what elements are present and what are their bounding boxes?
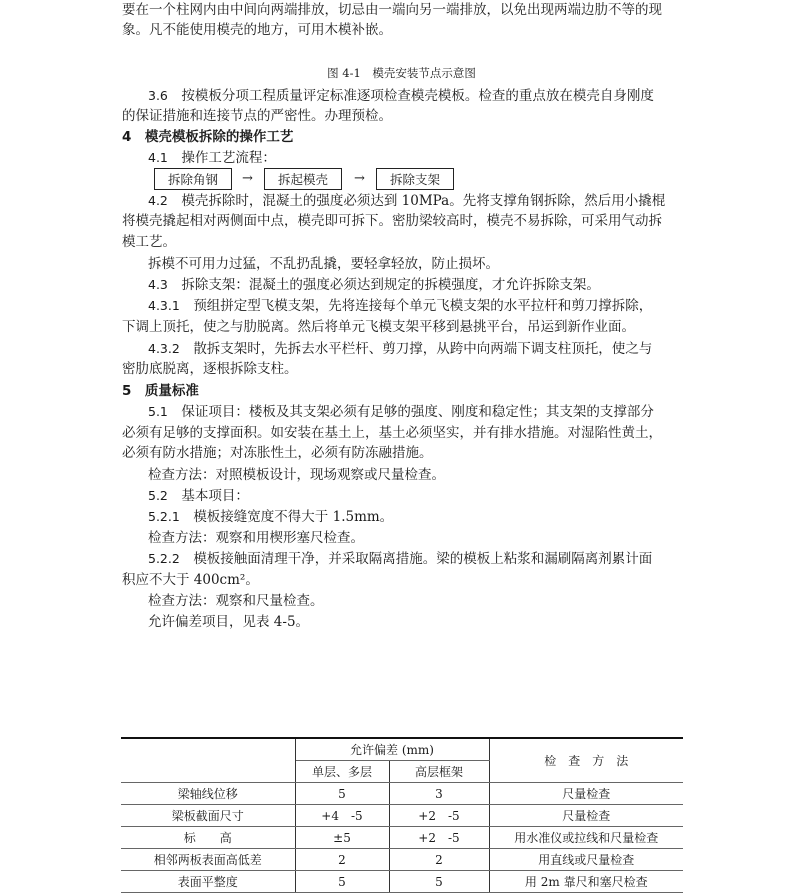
table-row [121, 805, 683, 827]
table-cell-low: ±5 [295, 827, 389, 849]
table-cell-high: +2 -5 [389, 827, 489, 849]
table-cell-item: 梁板截面尺寸 [121, 805, 295, 827]
section-text: 按模板分项工程质量评定标准逐项检查模壳模板。检查的重点放在模壳自身刚度 [181, 88, 654, 104]
section-3-6 [148, 86, 654, 106]
section-5-2-2 [148, 549, 652, 569]
section-text: 预组拼定型飞模支架，先将连接每个单元飞模支架的水平拉杆和剪刀撑拆除， [193, 298, 653, 314]
table-header-method: 检 查 方 法 [489, 738, 683, 783]
table-header-row [121, 738, 683, 761]
section-number: 4.1 [148, 150, 168, 165]
flow-step-remove-angle-steel: 拆除角钢 [154, 168, 232, 190]
table-row [121, 827, 683, 849]
section-number: 4.3 [148, 277, 168, 292]
section-text: 操作工艺流程： [181, 150, 276, 166]
table-cell-method: 尺量检查 [489, 805, 683, 827]
heading-number: 5 [122, 383, 132, 399]
section-number: 5.2 [148, 488, 168, 503]
paragraph-line: 模工艺。 [122, 234, 176, 250]
flow-arrow-icon: → [354, 171, 365, 186]
section-text: 基本项目： [181, 488, 249, 504]
table-row [121, 783, 683, 805]
table-cell-item: 相邻两板表面高低差 [121, 849, 295, 871]
section-heading-4 [122, 127, 293, 147]
table-cell-high: 5 [389, 871, 489, 893]
section-heading-5 [122, 381, 199, 401]
section-number: 4.3.2 [148, 341, 180, 356]
table-header-low: 单层、多层 [295, 761, 389, 783]
table-cell-low: 5 [295, 871, 389, 893]
table-cell-low: 5 [295, 783, 389, 805]
figure-caption: 图 4-1 模壳安装节点示意图 [327, 66, 476, 80]
table-cell-item: 标 高 [121, 827, 295, 849]
section-text: 模壳拆除时，混凝土的强度必须达到 10MPa。先将支撑角钢拆除，然后用小撬棍 [181, 193, 666, 209]
section-5-2 [148, 486, 249, 506]
section-5-1 [148, 402, 654, 422]
section-text: 保证项目：楼板及其支架必须有足够的强度、刚度和稳定性；其支架的支撑部分 [181, 404, 654, 420]
section-number: 5.2.1 [148, 509, 180, 524]
section-number: 4.3.1 [148, 298, 180, 313]
table-cell-method: 用直线或尺量检查 [489, 849, 683, 871]
table-cell-low: 2 [295, 849, 389, 871]
table-cell-method: 尺量检查 [489, 783, 683, 805]
section-text: 模板接缝宽度不得大于 1.5mm。 [193, 509, 394, 525]
table-header-high: 高层框架 [389, 761, 489, 783]
check-method: 检查方法：观察和尺量检查。 [148, 593, 324, 609]
section-number: 3.6 [148, 88, 168, 103]
paragraph-line: 必须有防水措施；对冻胀性土，必须有防冻融措施。 [122, 445, 433, 461]
section-4-1 [148, 148, 276, 168]
section-4-3 [148, 275, 600, 295]
section-4-3-1 [148, 296, 652, 316]
check-method: 检查方法：观察和用楔形塞尺检查。 [148, 530, 364, 546]
section-text: 拆除支架：混凝土的强度必须达到规定的拆模强度，才允许拆除支架。 [181, 277, 600, 293]
table-cell-method: 用 2m 靠尺和塞尺检查 [489, 871, 683, 893]
paragraph-line: 必须有足够的支撑面积。如安装在基土上，基土必须坚实，并有排水措施。对湿陷性黄土， [122, 425, 662, 441]
section-number: 5.1 [148, 404, 168, 419]
table-cell-item: 表面平整度 [121, 871, 295, 893]
flow-step-remove-support: 拆除支架 [376, 168, 454, 190]
heading-title: 模壳模板拆除的操作工艺 [144, 129, 294, 145]
deviation-table [121, 737, 683, 893]
table-header-group: 允许偏差 (mm) [295, 738, 489, 761]
table-cell-high: +2 -5 [389, 805, 489, 827]
section-text: 散拆支架时，先拆去水平栏杆、剪刀撑，从跨中向两端下调支柱顶托，使之与 [193, 341, 653, 357]
table-row [121, 871, 683, 893]
paragraph-line: 密肋底脱离，逐根拆除支柱。 [122, 361, 298, 377]
section-5-2-1 [148, 507, 393, 527]
section-4-2 [148, 191, 665, 211]
section-4-3-2 [148, 339, 652, 359]
table-header-item [121, 738, 295, 783]
table-cell-high: 2 [389, 849, 489, 871]
table-row [121, 849, 683, 871]
heading-title: 质量标准 [144, 383, 199, 399]
table-cell-high: 3 [389, 783, 489, 805]
paragraph-line: 拆模不可用力过猛，不乱扔乱撬，要轻拿轻放，防止损坏。 [148, 256, 499, 272]
paragraph-line: 象。凡不能使用模壳的地方，可用木模补嵌。 [122, 22, 392, 38]
paragraph-line: 积应不大于 400cm²。 [122, 572, 259, 588]
paragraph-line: 允许偏差项目，见表 4-5。 [148, 614, 310, 630]
section-number: 4.2 [148, 193, 168, 208]
paragraph-line: 下调上顶托，使之与肋脱离。然后将单元飞模支架平移到悬挑平台，吊运到新作业面。 [122, 319, 635, 335]
table-cell-method: 用水准仪或拉线和尺量检查 [489, 827, 683, 849]
table-cell-low: +4 -5 [295, 805, 389, 827]
paragraph-line: 将模壳撬起相对两侧面中点，模壳即可拆下。密肋梁较高时，模壳不易拆除，可采用气动拆 [122, 213, 662, 229]
section-number: 5.2.2 [148, 551, 180, 566]
heading-number: 4 [122, 129, 132, 145]
paragraph-line: 要在一个柱网内由中间向两端排放，切忌由一端向另一端排放，以免出现两端边肋不等的现 [122, 2, 662, 18]
flow-arrow-icon: → [242, 171, 253, 186]
section-text: 模板接触面清理干净，并采取隔离措施。梁的模板上粘浆和漏刷隔离剂累计面 [193, 551, 653, 567]
flow-step-lift-shell: 拆起模壳 [264, 168, 342, 190]
table-cell-item: 梁轴线位移 [121, 783, 295, 805]
check-method: 检查方法：对照模板设计，现场观察或尺量检查。 [148, 467, 445, 483]
paragraph-line: 的保证措施和连接节点的严密性。办理预检。 [122, 108, 392, 124]
